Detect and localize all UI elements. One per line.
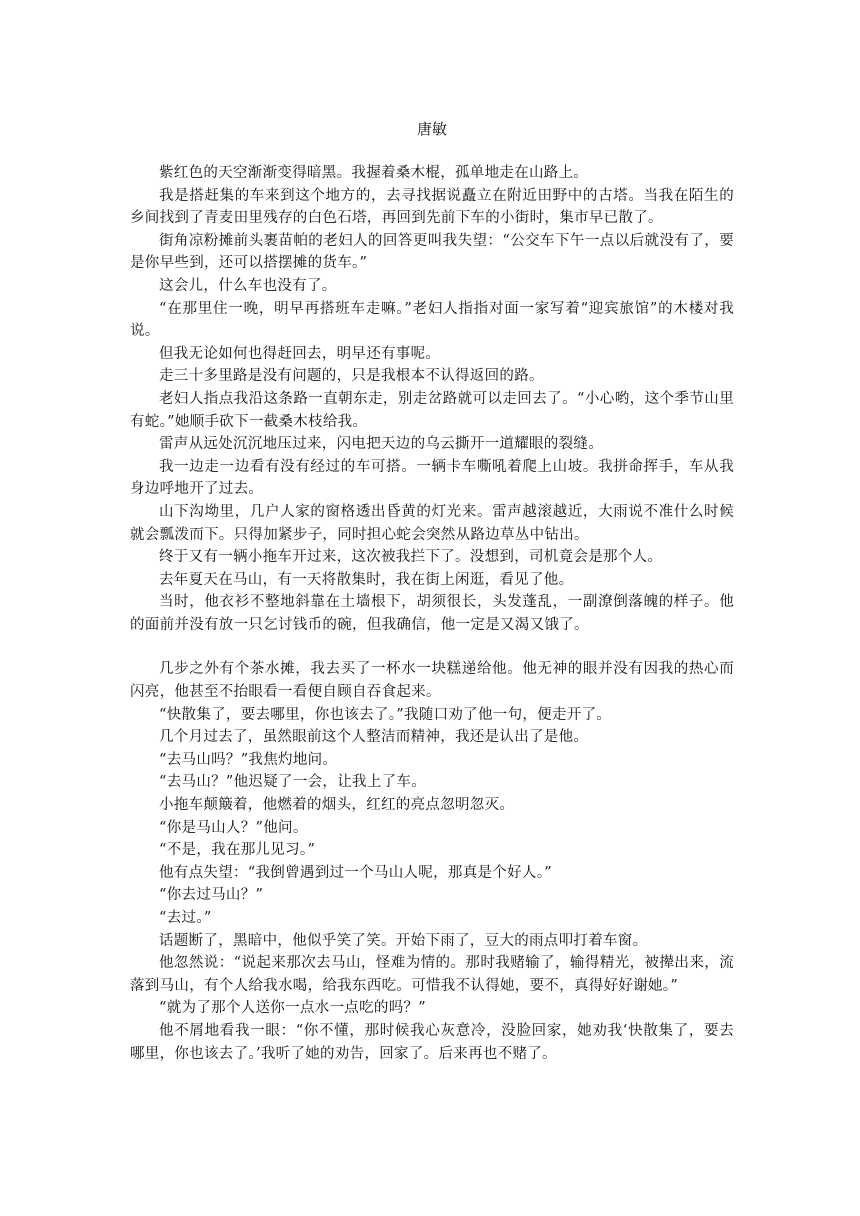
paragraph: 他忽然说：“说起来那次去马山，怪难为情的。那时我赌输了，输得精光，被撵出来，流落到马山，有个人给我水喝，给我东西吃。可惜我不认得她，要不，真得好好谢她。” [130, 955, 734, 994]
paragraph-group-a [130, 162, 734, 636]
paragraph: 走三十多里路是没有问题的，只是我根本不认得返回的路。 [159, 368, 544, 385]
paragraph: 几个月过去了，虽然眼前这个人整洁而精神，我还是认出了是他。 [159, 729, 589, 746]
paragraph: 几步之外有个茶水摊，我去买了一杯水一块糕递给他。他无神的眼并没有因我的热心而闪亮，他甚至不抬眼看一看便自顾自吞食起来。 [130, 661, 734, 701]
document-title: 唐敏 [416, 120, 447, 138]
paragraph: 小拖车颠簸着，他燃着的烟头，红红的亮点忽明忽灭。 [159, 797, 515, 814]
paragraph: “去马山？”他迟疑了一会，让我上了车。 [159, 774, 427, 791]
paragraph: 我是搭赶集的车来到这个地方的，去寻找据说矗立在附近田野中的古塔。当我在陌生的乡间找到了青麦田里残存的白色石塔，再回到先前下车的小街时，集市早已散了。 [130, 187, 734, 227]
paragraph: “就为了那个人送你一点水一点吃的吗？” [159, 1000, 427, 1017]
paragraph: 老妇人指点我沿这条路一直朝东走，别走岔路就可以走回去了。“小心哟，这个季节山里有蛇。”她顺手砍下一截桑木枝给我。 [130, 390, 734, 430]
paragraph: “你是马山人？”他问。 [159, 819, 308, 836]
paragraph-spacer [130, 636, 734, 658]
paragraph: 这会儿，什么车也没有了。 [159, 277, 337, 294]
document-page [130, 118, 734, 1065]
paragraph: 街角凉粉摊前头裹苗帕的老妇人的回答更叫我失望：“公交车下午一点以后就没有了，要是你早些到，还可以搭摆摊的货车。” [130, 232, 734, 272]
paragraph: “去马山吗？”我焦灼地问。 [159, 751, 338, 768]
paragraph: “去过。” [159, 910, 212, 926]
paragraph: “在那里住一晚，明早再搭班车走嘛。”老妇人指指对面一家写着“迎宾旅馆”的木楼对我说。 [130, 300, 734, 340]
paragraph: 当时，他衣衫不整地斜靠在土墙根下，胡须很长，头发蓬乱，一副潦倒落魄的样子。他的面前并没有放一只乞讨钱币的碗，但我确信，他一定是又渴又饿了。 [130, 594, 734, 633]
paragraph: 话题断了，黑暗中，他似乎笑了笑。开始下雨了，豆大的雨点叩打着车窗。 [159, 932, 648, 949]
paragraph: “快散集了，要去哪里，你也该去了。”我随口劝了他一句，便走开了。 [159, 706, 612, 723]
paragraph: 雷声从远处沉沉地压过来，闪电把天边的乌云撕开一道耀眼的裂缝。 [159, 436, 603, 453]
paragraph: 我一边走一边看有没有经过的车可搭。一辆卡车嘶吼着爬上山坡。我拼命挥手，车从我身边呼地开了过去。 [130, 458, 734, 498]
paragraph: “不是，我在那儿见习。” [159, 842, 316, 859]
paragraph: 但我无论如何也得赶回去，明早还有事呢。 [159, 345, 441, 362]
paragraph: 紫红色的天空渐渐变得暗黑。我握着桑木棍，孤单地走在山路上。 [159, 165, 589, 181]
paragraph: 他有点失望：“我倒曾遇到过一个马山人呢，那真是个好人。” [159, 864, 552, 881]
paragraph: 终于又有一辆小拖车开过来，这次被我拦下了。没想到，司机竟会是那个人。 [159, 549, 663, 566]
paragraph: “你去过马山？” [159, 887, 264, 904]
paragraph: 山下沟坳里，几户人家的窗格透出昏黄的灯光来。雷声越滚越近，大雨说不准什么时候就会瓢泼而下。只得加紧步子，同时担心蛇会突然从路边草丛中钻出。 [130, 503, 734, 543]
paragraph: 去年夏天在马山，有一天将散集时，我在街上闲逛，看见了他。 [159, 571, 574, 588]
paragraph: 他不屑地看我一眼：“你不懂，那时候我心灰意冷，没脸回家，她劝我‘快散集了，要去哪里，你也该去了。’我听了她的劝告，回家了。后来再也不赌了。 [130, 1022, 734, 1062]
paragraph-group-b [130, 658, 734, 1065]
